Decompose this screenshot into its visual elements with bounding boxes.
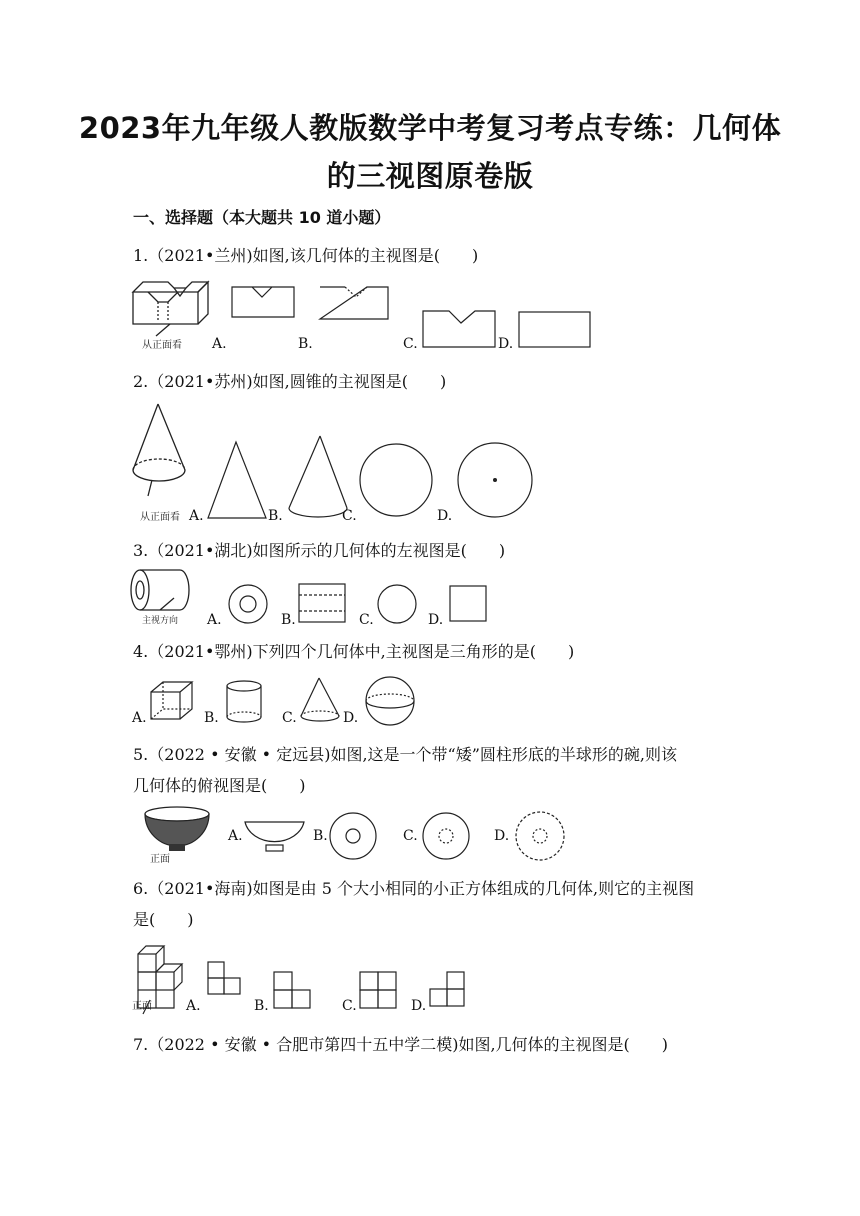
q2-option-b-shape xyxy=(289,436,347,517)
q2-option-c-shape xyxy=(360,444,432,516)
page-title-line-2: 的三视图原卷版 xyxy=(326,159,534,193)
page-title-line-1: 2023年九年级人教版数学中考复习考点专练：几何体 xyxy=(78,111,782,145)
q1-option-a-shape xyxy=(232,287,294,317)
question-4-text: 4.（2021•鄂州)下列四个几何体中,主视图是三角形的是( ) xyxy=(133,642,575,661)
q3-option-a-shape xyxy=(229,585,267,623)
q2-option-a-label: A. xyxy=(189,508,204,524)
q6-option-a-label: A. xyxy=(186,998,201,1014)
question-4-figures xyxy=(128,672,428,732)
q3-option-c-shape xyxy=(378,585,416,623)
q5-option-a-label: A. xyxy=(228,828,243,844)
q6-option-d-label: D. xyxy=(411,998,427,1014)
q1-option-c-label: C. xyxy=(403,336,418,352)
q1-option-b-label: B. xyxy=(298,336,313,352)
q6-option-a-shape xyxy=(208,962,240,994)
q5-option-d-shape xyxy=(516,812,564,860)
q6-caption: 正面 xyxy=(132,1001,152,1012)
question-6-text-line-2: 是( ) xyxy=(133,910,194,929)
question-3-text: 3.（2021•湖北)如图所示的几何体的左视图是( ) xyxy=(133,541,506,560)
q4-option-c-label: C. xyxy=(282,710,297,726)
q3-option-c-label: C. xyxy=(359,612,374,628)
q1-option-d-label: D. xyxy=(498,336,514,352)
q3-caption: 主视方向 xyxy=(142,616,179,626)
q3-option-a-label: A. xyxy=(207,612,222,628)
q6-option-c-label: C. xyxy=(342,998,357,1014)
q5-option-d-label: D. xyxy=(494,828,510,844)
q1-option-c-shape xyxy=(423,311,495,347)
q6-option-d-shape xyxy=(430,972,464,1006)
q3-option-b-label: B. xyxy=(281,612,296,628)
q2-option-b-label: B. xyxy=(268,508,283,524)
section-heading: 一、选择题（本大题共 10 道小题） xyxy=(133,208,391,227)
q5-caption: 正面 xyxy=(150,854,170,865)
question-1-figures xyxy=(128,278,598,354)
q3-pipe-figure xyxy=(131,570,189,610)
q5-option-b-label: B. xyxy=(313,828,328,844)
q2-option-d-shape xyxy=(458,443,532,517)
q3-option-b-shape xyxy=(299,584,345,622)
q2-option-d-label: D. xyxy=(437,508,453,524)
q4-option-a-cube xyxy=(151,682,192,719)
question-5-text-line-1: 5.（2022 • 安徽 • 定远县)如图,这是一个带“矮”圆柱形底的半球形的碗,则该 xyxy=(133,745,677,764)
q5-option-b-shape xyxy=(330,813,376,859)
q2-caption: 从正面看 xyxy=(140,512,180,523)
q4-option-b-cylinder xyxy=(227,681,261,722)
q5-option-c-label: C. xyxy=(403,828,418,844)
q4-option-c-cone xyxy=(301,678,339,721)
q6-option-c-shape xyxy=(360,972,396,1008)
q4-option-d-label: D. xyxy=(343,710,359,726)
q4-option-b-label: B. xyxy=(204,710,219,726)
q5-option-c-shape xyxy=(423,813,469,859)
q1-option-a-label: A. xyxy=(212,336,227,352)
q2-option-a-shape xyxy=(208,442,266,518)
q1-option-b-shape xyxy=(320,287,388,319)
q5-bowl-figure xyxy=(145,807,209,851)
q6-option-b-shape xyxy=(274,972,310,1008)
q6-option-b-label: B. xyxy=(254,998,269,1014)
q3-option-d-shape xyxy=(450,586,486,621)
q5-option-a-shape xyxy=(245,822,304,851)
question-6-text-line-1: 6.（2021•海南)如图是由 5 个大小相同的小正方体组成的几何体,则它的主视图 xyxy=(133,879,695,898)
question-2-text: 2.（2021•苏州)如图,圆锥的主视图是( ) xyxy=(133,372,447,391)
q2-option-c-label: C. xyxy=(342,508,357,524)
question-5-text-line-2: 几何体的俯视图是( ) xyxy=(133,776,306,795)
q1-caption: 从正面看 xyxy=(142,340,182,351)
q2-cone-figure xyxy=(133,404,185,496)
q1-option-d-shape xyxy=(519,312,590,347)
q4-option-a-label: A. xyxy=(132,710,147,726)
q4-option-d-sphere xyxy=(366,677,414,725)
q3-option-d-label: D. xyxy=(428,612,444,628)
question-1-text: 1.（2021•兰州)如图,该几何体的主视图是( ) xyxy=(133,246,479,265)
question-7-text: 7.（2022 • 安徽 • 合肥市第四十五中学二模)如图,几何体的主视图是( ) xyxy=(133,1035,669,1054)
q1-solid-figure xyxy=(133,282,208,336)
